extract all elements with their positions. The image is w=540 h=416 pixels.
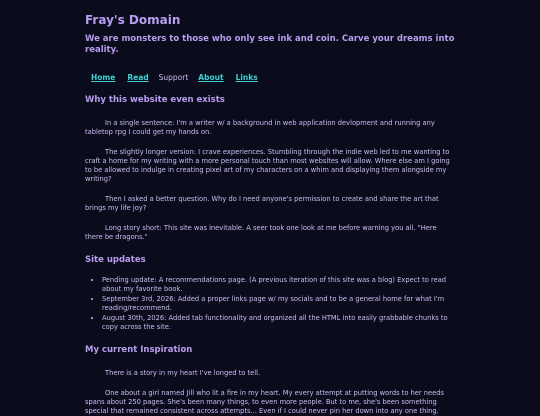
why-paragraph: Then I asked a better question. Why do I need anyone's permission to create and share the art that brings my life joy?	[85, 195, 439, 212]
why-section-title: Why this website even exists	[85, 95, 225, 105]
update-item: • September 3rd, 2026: Added a proper links page w/ my socials and to be a general home for what I'm reading/recommend.	[102, 295, 455, 313]
updates-section-title: Site updates	[85, 255, 146, 265]
nav-about-link[interactable]: About	[198, 72, 224, 82]
why-paragraph: The slightly longer version: I crave experiences. Stumbling through the indie web led to me wanting to craft a home for my writing with a more personal touch than most websites will allow. Where else am I going to be allowed to indulge in creating pixel art of my characters on a whim and displaying them alongside my writing?	[85, 148, 450, 183]
update-item: • August 30th, 2026: Added tab functionality and organized all the HTML into easily grabbable chunks to copy across the site.	[102, 314, 455, 332]
nav-read-link[interactable]: Read	[127, 72, 149, 82]
inspiration-paragraph: There is a story in my heart I've longed to tell.	[105, 369, 261, 377]
inspiration-paragraph: One about a girl named Jill who lit a fire in my heart. My every attempt at putting words to her needs spans about 250 pages. She's been many things, to even more people. But to me, she's been something special that remained consistent across attempts... Even if I could never pin her down into any one thing.	[85, 389, 444, 415]
nav-support-label: Support	[158, 72, 189, 82]
why-paragraph: In a single sentence: I'm a writer w/ a background in web application devlopment and running any tabletop rpg I could get my hands on.	[85, 119, 435, 136]
nav-links-link[interactable]: Links	[235, 72, 258, 82]
main-content	[85, 12, 455, 416]
nav-home-link[interactable]: Home	[91, 72, 116, 82]
main-nav	[85, 71, 455, 83]
site-tagline: We are monsters to those who only see ink and coin. Carve your dreams into reality.	[85, 34, 455, 55]
inspiration-section-title: My current Inspiration	[85, 345, 193, 355]
update-item: • Pending update: A recommendations page. (A previous iteration of this site was a blog) Expect to read about my favorite book.	[102, 276, 455, 294]
site-title: Fray's Domain	[85, 13, 181, 27]
why-paragraph: Long story short: This site was inevitable. A seer took one look at me before warning you all. "Here there be dragons."	[85, 224, 437, 241]
updates-list	[85, 276, 455, 332]
